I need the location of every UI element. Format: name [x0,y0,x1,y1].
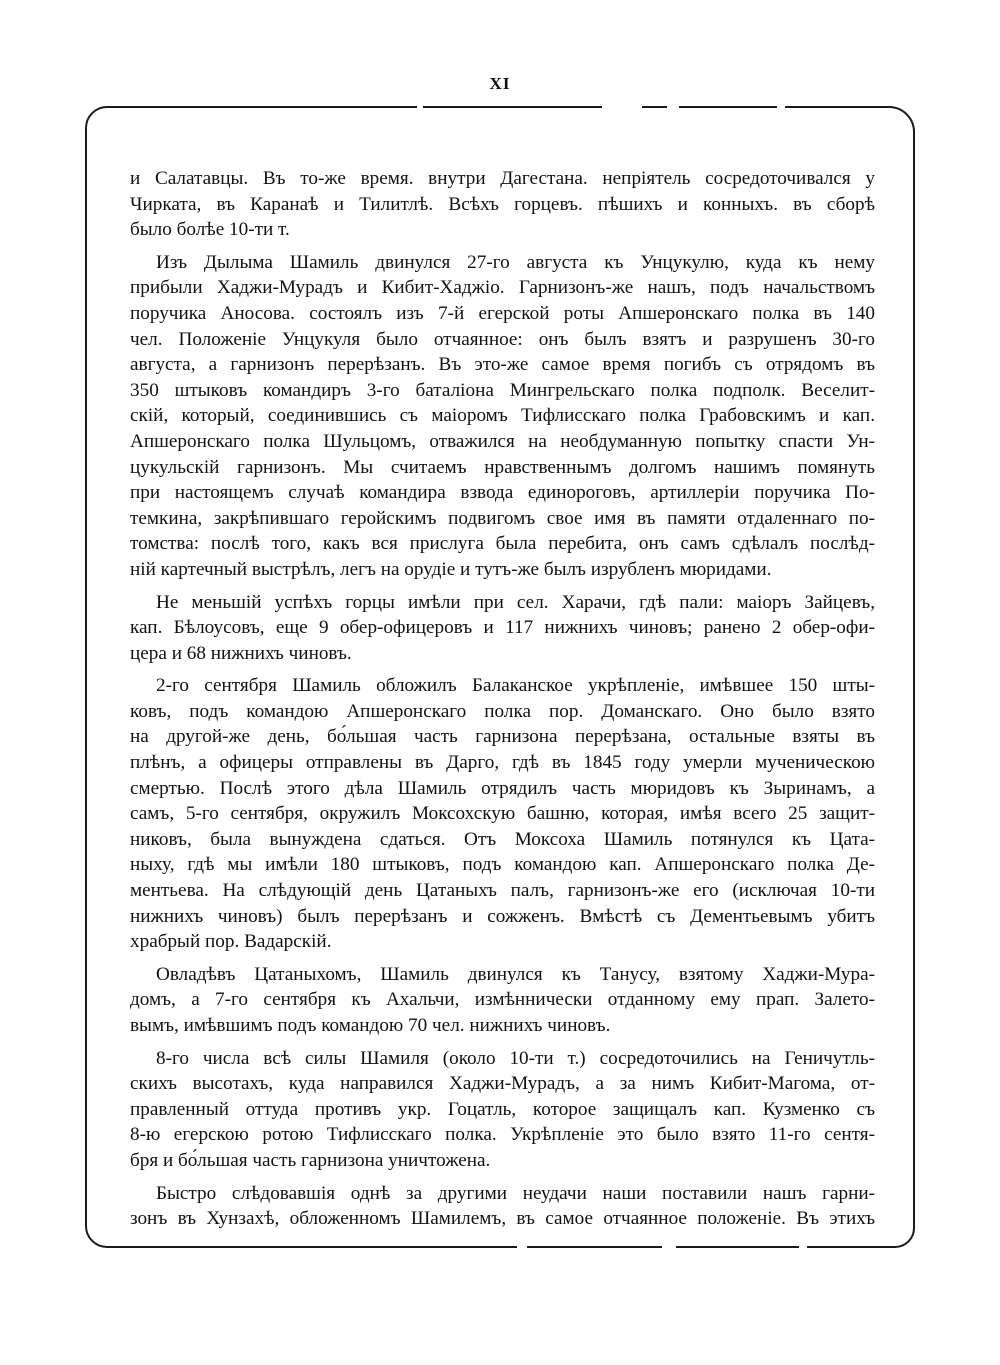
text-line: ментьева. На слѣдующій день Цатаныхъ палъ, гарнизонъ-же его (исключая 10-ти [130,880,875,902]
text-line: 8-го числа всѣ силы Шамиля (около 10-ти т.) сосредоточились на Геничутль- [156,1047,875,1069]
text-line: Изъ Дылыма Шамиль двинулся 27-го августа къ Унцукулю, куда къ нему [156,251,875,273]
text-line: ныху, гдѣ мы имѣли 180 штыковъ, подъ командою кап. Апшеронскаго полка Де- [130,854,875,876]
paragraph [130,1181,875,1232]
text-line: прибыли Хаджи-Мурадъ и Кибит-Хаджіо. Гарнизонъ-же нашъ, подъ начальствомъ [130,277,875,299]
paragraph [130,166,875,243]
text-line: вымъ, имѣвшимъ подъ командою 70 чел. нижнихъ чиновъ. [130,1015,611,1036]
body-text [130,166,875,1232]
text-line: домъ, а 7-го сентября къ Ахальчи, измѣннически отданному ему прап. Залето- [130,989,875,1011]
text-line: и Салатавцы. Въ то-же время. внутри Дагестана. непріятель сосредоточивался у [130,168,875,189]
text-line: ковъ, подъ командою Апшеронскаго полка пор. Доманскаго. Оно было взято [130,700,875,722]
text-line: самъ, 5-го сентября, окружилъ Моксохскую башню, которая, имѣя всего 25 защит- [130,803,875,825]
text-line: при настоящемъ случаѣ командира взвода единороговъ, артиллеріи поручика По- [130,482,875,504]
paragraph [130,962,875,1039]
text-line: Овладѣвъ Цатаныхомъ, Шамиль двинулся къ Танусу, взятому Хаджи-Мура- [156,963,875,985]
text-line: бря и бо́льшая часть гарнизона уничтожена. [130,1149,491,1171]
text-line: смертью. Послѣ этого дѣла Шамиль отрядилъ часть мюридовъ къ Зыринамъ, а [130,777,875,799]
text-line: никовъ, была вынуждена сдаться. Отъ Моксоха Шамиль потянулся къ Цата- [130,828,875,850]
text-line: зонъ въ Хунзахѣ, обложенномъ Шамилемъ, въ самое отчаянное положеніе. Въ этихъ [130,1208,875,1230]
text-line: на другой-же день, бо́льшая часть гарнизона перерѣзана, остальные взяты въ [130,726,875,748]
text-line: храбрый пор. Вадарскій. [130,931,332,953]
text-line: томства: послѣ того, какъ вся прислуга была перебита, онъ самъ сдѣлалъ послѣд- [130,533,875,555]
text-line: ній картечный выстрѣлъ, легъ на орудіе и тутъ-же былъ изрубленъ мюридами. [130,558,772,580]
text-line: кап. Бѣлоусовъ, еще 9 обер-офицеровъ и 117 нижнихъ чиновъ; ранено 2 обер-офи- [130,617,875,639]
text-line: было болѣе 10-ти т. [130,219,290,241]
text-line: Не меньшій успѣхъ горцы имѣли при сел. Харачи, гдѣ пали: маіоръ Зайцевъ, [156,591,875,613]
text-line: нижнихъ чиновъ) былъ перерѣзанъ и сожженъ. Вмѣстѣ съ Дементьевымъ убитъ [130,905,875,927]
text-line: Быстро слѣдовавшія однѣ за другими неудачи наши поставили нашъ гарни- [156,1182,875,1204]
page-number: XI [489,74,511,93]
text-line: цукульскій гарнизонъ. Мы считаемъ нравственнымъ долгомъ нашимъ помянуть [130,456,875,478]
text-line: Чирката, въ Каранаѣ и Тилитлѣ. Всѣхъ горцевъ. пѣшихъ и конныхъ. въ сборѣ [130,193,875,215]
paragraph [130,1046,875,1174]
text-line: чел. Положеніе Унцукуля было отчаянное: онъ былъ взятъ и разрушенъ 30-го [130,328,875,350]
text-line: скихъ высотахъ, куда направился Хаджи-Мурадъ, а за нимъ Кибит-Магома, от- [130,1073,875,1095]
paragraph [130,673,875,955]
text-line: 2-го сентября Шамиль обложилъ Балаканское укрѣпленіе, имѣвшее 150 шты- [156,675,875,697]
text-line: правленный оттуда противъ укр. Гоцатль, которое защищалъ кап. Кузменко съ [130,1098,875,1120]
text-line: августа, а гарнизонъ перерѣзанъ. Въ это-же самое время погибъ съ отрядомъ въ [130,354,875,376]
text-line: цера и 68 нижнихъ чиновъ. [130,642,352,664]
text-line: Апшеронскаго полка Шульцомъ, отважился на необдуманную попытку спасти Ун- [130,430,875,452]
text-line: темкина, закрѣпившаго геройскимъ подвигомъ свое имя въ памяти отдаленнаго по- [130,507,875,529]
text-line: 8-ю егерскою ротою Тифлисскаго полка. Укрѣпленіе это было взято 11-го сентя- [130,1124,875,1146]
paragraph [130,250,875,583]
text-line: 350 штыковъ командиръ 3-го баталіона Мингрельскаго полка подполк. Веселит- [130,379,875,401]
paragraph [130,590,875,667]
text-line: плѣнъ, а офицеры отправлены въ Дарго, гдѣ въ 1845 году умерли мученическою [130,752,875,774]
text-line: поручика Аносова. состоялъ изъ 7-й егерской роты Апшеронскаго полка въ 140 [130,302,875,324]
text-line: скій, который, соединившись съ маіоромъ Тифлисскаго полка Грабовскимъ и кап. [130,405,875,427]
